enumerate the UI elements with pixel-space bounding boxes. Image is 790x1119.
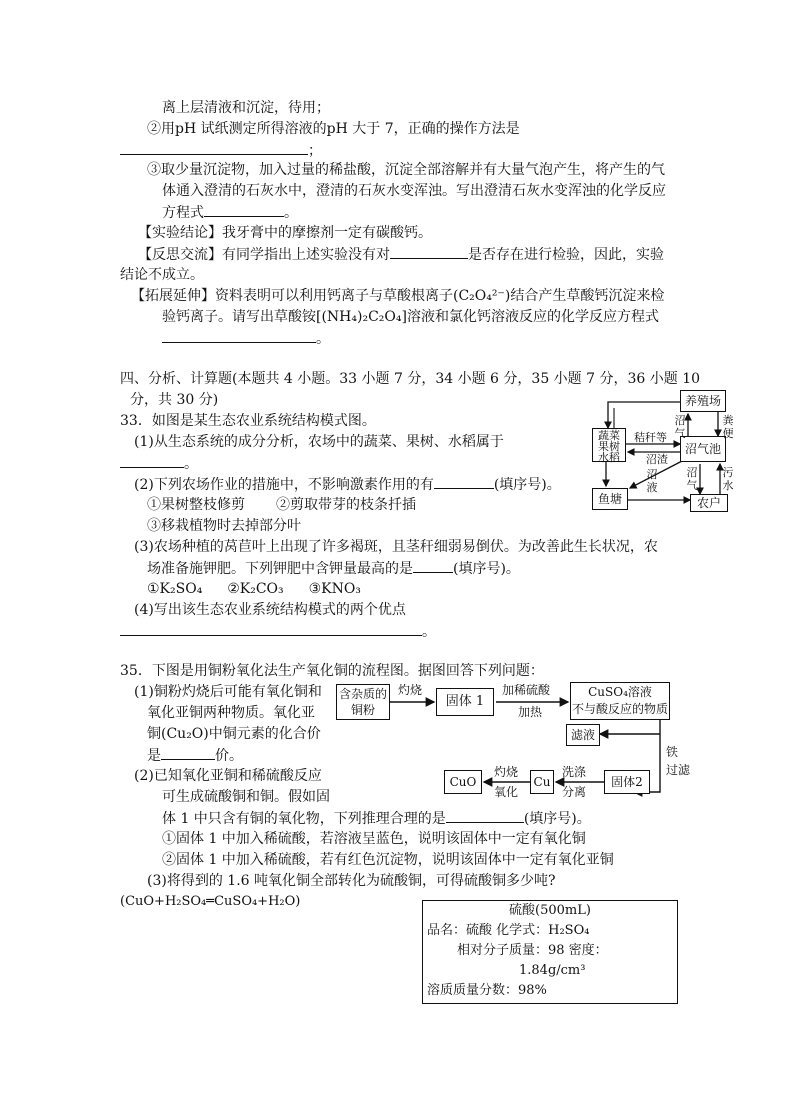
option-kno3: ③KNO₃ [308, 581, 361, 597]
q33-option-2: ②剪取带芽的枝条扦插 [276, 497, 416, 513]
q35-part1: (1)铜粉灼烧后可能有氧化铜和 [134, 684, 322, 700]
straw-label: 秸秆等 [634, 431, 667, 444]
farm-box: 养殖场 [680, 390, 726, 412]
residue-label: 沼渣 [646, 453, 668, 466]
acid-label-box [422, 900, 678, 1004]
flow-cuo-box: CuO [444, 770, 482, 794]
fishpond-box: 鱼塘 [592, 488, 628, 510]
section-title: 四、分析、计算题(本题共 4 小题。33 小题 7 分，34 小题 6 分，35 小题 7 分，36 小题 10 [120, 371, 701, 387]
option-k2co3: ②K₂CO₃ [227, 581, 284, 597]
q35-part1-2: 氧化亚铜两种物质。氧化亚 [147, 705, 315, 721]
q35-option-1: ①固体 1 中加入稀硫酸，若溶液呈蓝色，说明该固体中一定有氧化铜 [162, 831, 586, 847]
q35-part1-4: 是 价。 [147, 745, 243, 766]
flow-start-box: 含杂质的铜粉 [336, 684, 390, 720]
q33-part1-blank: 。 [120, 453, 198, 474]
flow-solid2-box: 固体2 [604, 770, 650, 794]
flow-iron-label: 铁 [666, 745, 679, 759]
exp-extension-2: 验钙离子。请写出草酸铵[(NH₄)₂C₂O₄]溶液和氯化钙溶液反应的化学反应方程式 [162, 309, 659, 325]
acid-label-title: 硫酸(500mL) [509, 903, 591, 918]
exp-extension: 【拓展延伸】资料表明可以利用钙离子与草酸根离子(C₂O₄²⁻)结合产生草酸钙沉淀来检 [131, 288, 665, 304]
q33-part1: (1)从生态系统的成分分析，农场中的蔬菜、果树、水稻属于 [134, 434, 504, 450]
flow-separate-label: 分离 [562, 785, 587, 799]
exp-line-3: ； [120, 140, 322, 161]
household-box: 农户 [690, 494, 728, 512]
flow-cu-box: Cu [530, 770, 554, 794]
acid-label-fraction: 溶质质量分数：98% [427, 983, 547, 998]
q33-option-3: ③移栽植物时去掉部分叶 [147, 518, 301, 534]
q33-part4-blank: 。 [120, 621, 436, 642]
exp-reflect-2: 结论不成立。 [120, 267, 204, 283]
q33-part2: (2)下列农场作业的措施中，不影响激素作用的有 (填序号)。 [134, 474, 561, 495]
biogas-gas2-label: 沼气 [686, 466, 698, 492]
q33-part3-2: 场准备施钾肥。下列钾肥中含钾量最高的是 (填序号)。 [147, 558, 520, 579]
exp-line-2: ②用pH 试纸测定所得溶液的pH 大于 7，正确的操作方法是 [147, 121, 520, 137]
q35-part2: (2)已知氧化亚铜和稀硫酸反应 [134, 768, 322, 784]
flow-solid1-box: 固体 1 [436, 688, 494, 716]
flow-filtrate-box: 滤液 [566, 724, 600, 746]
manure-label: 粪便 [722, 414, 734, 440]
q35-part1-3: 铜(Cu₂O)中铜元素的化合价 [147, 726, 321, 742]
flow-cuso4-box: CuSO₄溶液 不与酸反应的物质 [570, 682, 670, 720]
acid-label-density: 1.84g/cm³ [519, 963, 586, 978]
flow-burn2-label: 灼烧 [494, 765, 519, 779]
flow-wash-label: 洗涤 [562, 765, 587, 779]
acid-label-mass: 相对分子质量：98 密度： [457, 943, 608, 958]
q35-part2-3: 体 1 中只含有铜的氧化物，下列推理合理的是 (填序号)。 [162, 808, 591, 829]
q35-equation: (CuO+H₂SO₄═CuSO₄+H₂O) [120, 894, 301, 909]
slurry-label: 沼液 [646, 468, 658, 494]
exp-line-4: ③取少量沉淀物，加入过量的稀盐酸，沉淀全部溶解并有大量气泡产生，将产生的气 [147, 162, 665, 178]
q33-part3: (3)农场种植的莴苣叶上出现了许多褐斑，且茎秆细弱易倒伏。为改善此生长状况，农 [134, 539, 658, 555]
option-k2so4: ①K₂SO₄ [147, 581, 203, 597]
q33-option-1: ①果树整枝修剪 [147, 497, 245, 513]
biogas-gas-label: 沼气 [674, 414, 686, 440]
acid-label-name: 品名：硫酸 化学式：H₂SO₄ [427, 923, 590, 938]
exp-line-6: 方程式 。 [162, 202, 298, 223]
biogas-box: 沼气池 [680, 436, 726, 462]
flow-oxidize-label: 氧化 [494, 785, 519, 799]
q35-option-2: ②固体 1 中加入稀硫酸，若有红色沉淀物，说明该固体中一定有氧化亚铜 [162, 852, 614, 868]
q35-stem: 35．下图是用铜粉氧化法生产氧化铜的流程图。据图回答下列问题： [120, 663, 544, 679]
section-title-2: 分，共 30 分) [130, 392, 219, 408]
q33-part4: (4)写出该生态农业系统结构模式的两个优点 [134, 602, 406, 618]
flow-acid-label: 加稀硫酸 [502, 683, 551, 697]
q35-part3: (3)将得到的 1.6 吨氧化铜全部转化为硫酸铜，可得硫酸铜多少吨? [147, 873, 556, 889]
q35-part2-2: 可生成硫酸铜和铜。假如固 [162, 789, 330, 805]
q33-stem: 33．如图是某生态农业系统结构模式图。 [120, 413, 376, 429]
exp-reflect: 【反思交流】有同学指出上述实验没有对 是否存在进行检验，因此，实验 [138, 244, 664, 265]
sewage-label: 污水 [722, 466, 734, 492]
exp-extension-3: 。 [162, 328, 330, 349]
flow-heat-label: 加热 [518, 705, 543, 719]
exp-line-5: 体通入澄清的石灰水中，澄清的石灰水变浑浊。写出澄清石灰水变浑浊的化学反应 [162, 183, 666, 199]
crops-box: 蔬菜果树水稻 [592, 428, 626, 462]
flow-burn-label: 灼烧 [398, 683, 423, 697]
flow-filter-label: 过滤 [666, 763, 691, 777]
exp-line-1: 离上层清液和沉淀，待用； [162, 100, 330, 116]
exp-conclusion: 【实验结论】我牙膏中的摩擦剂一定有碳酸钙。 [138, 225, 432, 241]
